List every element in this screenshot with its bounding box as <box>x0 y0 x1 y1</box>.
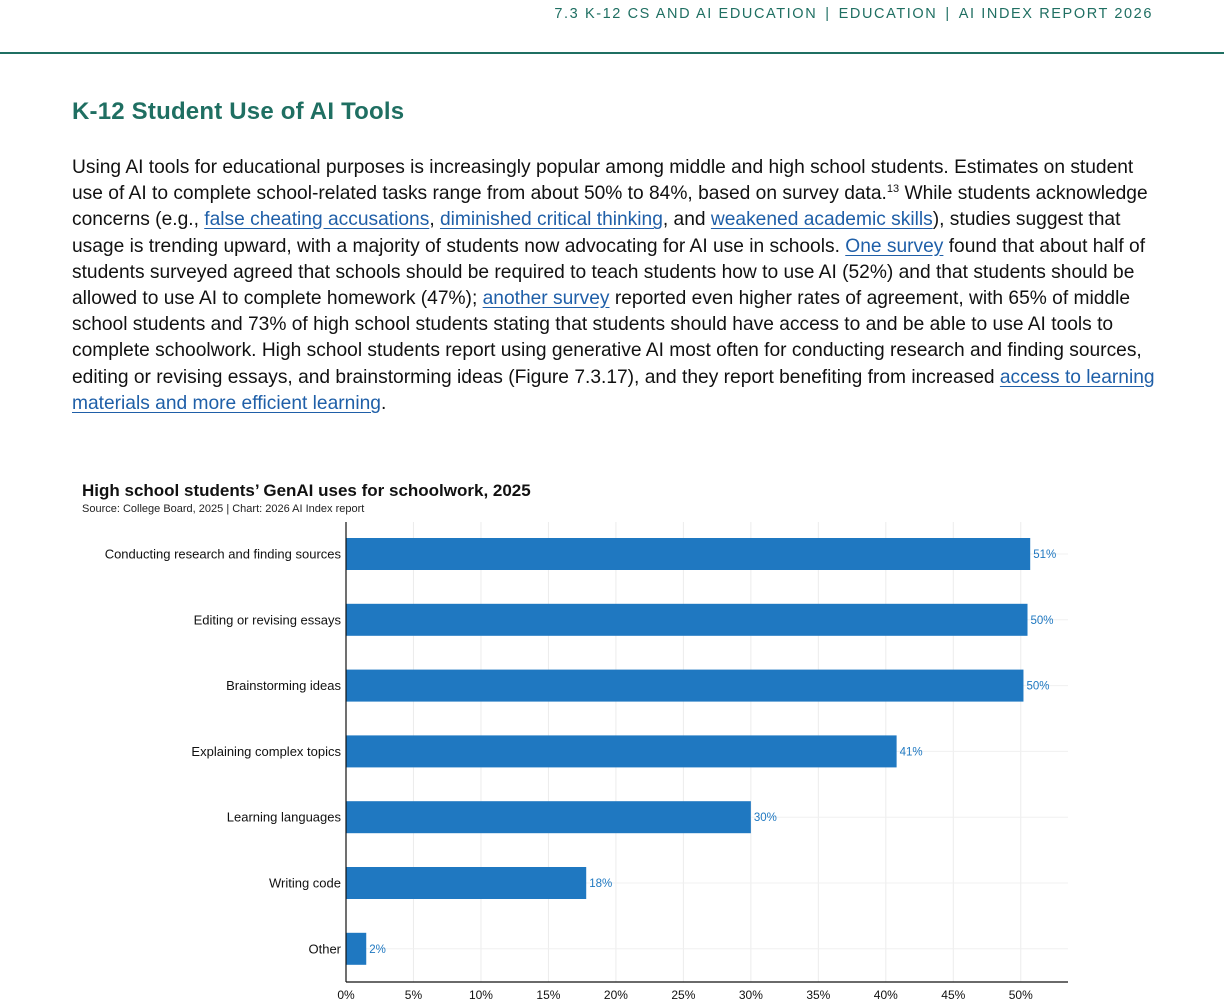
section-title: K-12 Student Use of AI Tools <box>72 98 405 125</box>
chart-title: High school students’ GenAI uses for schoolwork, 2025 <box>82 481 531 500</box>
bar-5 <box>346 801 751 833</box>
x-tick-label: 25% <box>671 988 696 1002</box>
footnote-marker[interactable]: 13 <box>886 183 900 196</box>
paragraph-text: reported even higher rates of agreement, with 65% of middle school students and 73% of high school students stating that students should have access to and be able to use AI tools to complete schoolwork. High school students report using generative AI most often for conducting research and finding sources, editing or revising essays, and brainstorming ideas (Figure 7.3.17), and they report benefiting from increased <box>72 288 1142 388</box>
x-tick-label: 50% <box>1008 988 1033 1002</box>
category-label: Brainstorming ideas <box>226 678 341 694</box>
body-paragraph <box>72 155 1157 417</box>
value-label: 2% <box>369 943 386 956</box>
paragraph-text: . <box>380 392 387 414</box>
category-label: Conducting research and finding sources <box>104 546 341 562</box>
category-label: Explaining complex topics <box>191 743 341 759</box>
chart-source: Source: College Board, 2025 | Chart: 2026 AI Index report <box>82 503 365 515</box>
header-section: 7.3 K-12 CS AND AI EDUCATION <box>554 6 818 22</box>
value-label: 50% <box>1030 614 1054 627</box>
bar-6 <box>346 867 586 899</box>
bar-7 <box>346 933 366 965</box>
bar-2 <box>346 604 1028 636</box>
x-tick-label: 10% <box>468 988 493 1002</box>
category-label: Learning languages <box>226 809 341 825</box>
x-tick-label: 15% <box>536 988 561 1002</box>
header-separator: | <box>945 6 951 22</box>
x-tick-label: 5% <box>404 988 423 1002</box>
paragraph-text: found that about half of students surveyed agreed that schools should be required to teach students how to use AI (52%) and that students should be allowed to use AI to complete homework (47%); <box>72 235 1146 310</box>
bar-4 <box>346 735 897 767</box>
bar-chart <box>0 518 1224 1006</box>
link-access-to-learning-materials[interactable]: access to learning materials and more efficient learning <box>72 366 1155 414</box>
header-report: AI INDEX REPORT 2026 <box>958 6 1153 22</box>
x-tick-label: 45% <box>941 988 966 1002</box>
paragraph-text: Using AI tools for educational purposes is increasingly popular among middle and high school students. Estimates on student use of AI to complete school-related tasks range from about 50% to 84%, based on survey data. <box>72 157 1134 205</box>
link-another-survey[interactable]: another survey <box>482 288 610 310</box>
category-label: Editing or revising essays <box>193 612 341 628</box>
paragraph-text: ), studies suggest that usage is trending upward, with a majority of students now advocating for AI use in schools. <box>72 209 1121 257</box>
value-label: 18% <box>589 878 613 890</box>
category-label: Other <box>308 941 341 957</box>
link-weakened-academic-skills[interactable]: weakened academic skills <box>710 209 933 231</box>
bar-1 <box>346 538 1030 570</box>
value-label: 41% <box>899 746 923 759</box>
paragraph-text: , <box>429 209 440 231</box>
page-header <box>0 0 1224 54</box>
link-false-cheating-accusations[interactable]: false cheating accusations <box>204 209 430 231</box>
x-tick-label: 20% <box>603 988 628 1002</box>
value-label: 50% <box>1026 680 1050 693</box>
value-label: 30% <box>753 812 777 825</box>
category-label: Writing code <box>268 875 341 891</box>
header-breadcrumb <box>554 6 1153 22</box>
paragraph-text: While students acknowledge concerns (e.g., <box>72 183 1148 231</box>
link-one-survey[interactable]: One survey <box>845 235 944 257</box>
link-diminished-critical-thinking[interactable]: diminished critical thinking <box>439 209 663 231</box>
x-tick-label: 40% <box>873 988 898 1002</box>
x-tick-label: 35% <box>806 988 831 1002</box>
header-chapter: EDUCATION <box>838 6 938 22</box>
header-separator: | <box>825 6 831 22</box>
x-tick-label: 0% <box>337 988 355 1002</box>
value-label: 51% <box>1033 549 1057 561</box>
paragraph-text: , and <box>662 209 711 231</box>
bar-3 <box>346 670 1023 702</box>
x-tick-label: 30% <box>738 988 763 1002</box>
